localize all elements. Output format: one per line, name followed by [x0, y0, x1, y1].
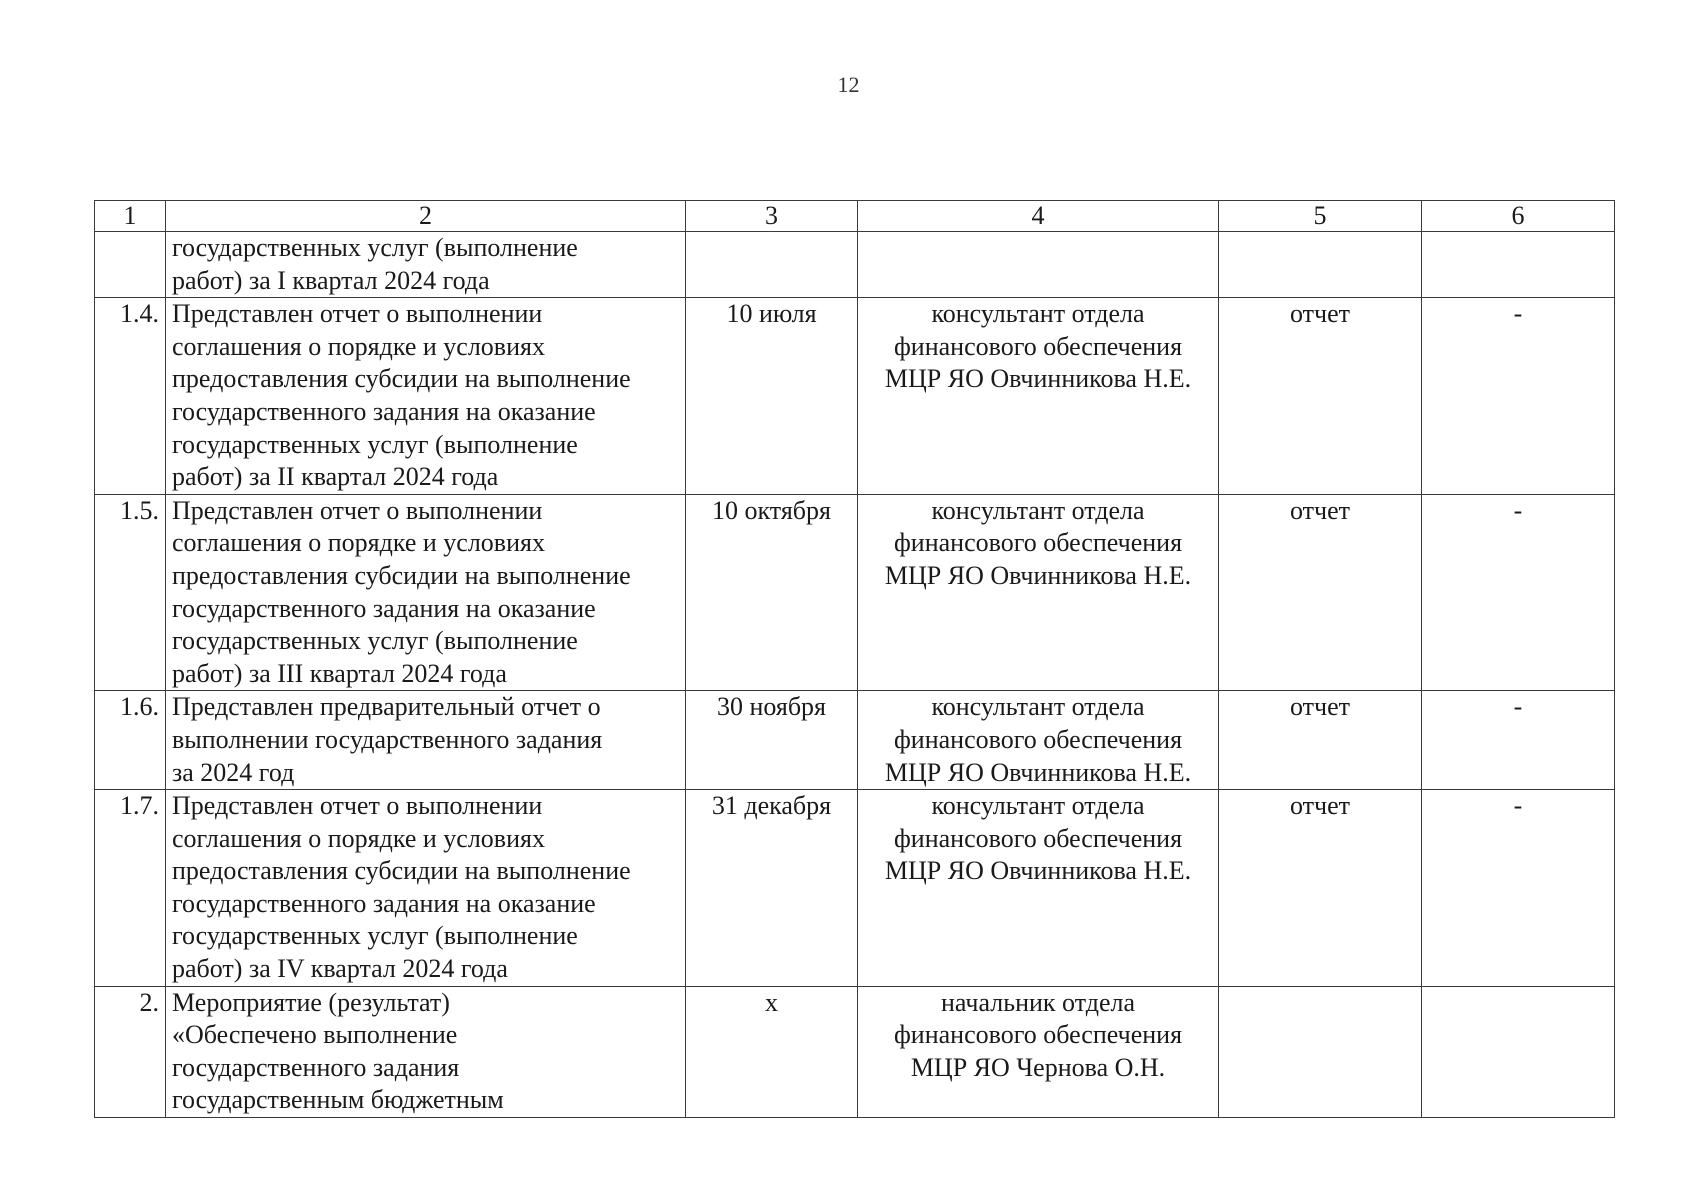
row-note [1422, 986, 1615, 1117]
table-header-row [95, 201, 1615, 232]
row-responsible: консультант отдела финансового обеспечения МЦР ЯО Овчинникова Н.Е. [858, 691, 1219, 790]
header-col-6: 6 [1422, 201, 1615, 232]
row-result: отчет [1219, 298, 1422, 495]
row-description: Представлен предварительный отчет о выполнении государственного задания за 2024 год [166, 691, 686, 790]
row-description: государственных услуг (выполнение работ) за I квартал 2024 года [166, 232, 686, 298]
row-number: 1.7. [95, 790, 166, 987]
row-responsible: начальник отдела финансового обеспечения МЦР ЯО Чернова О.Н. [858, 986, 1219, 1117]
row-number: 2. [95, 986, 166, 1117]
row-date: х [686, 986, 858, 1117]
row-date: 31 декабря [686, 790, 858, 987]
table-row [95, 986, 1615, 1117]
row-responsible: консультант отдела финансового обеспечения МЦР ЯО Овчинникова Н.Е. [858, 790, 1219, 987]
row-note: - [1422, 790, 1615, 987]
table-row [95, 691, 1615, 790]
plan-table [94, 200, 1615, 1118]
table-row [95, 232, 1615, 298]
row-date: 30 ноября [686, 691, 858, 790]
row-responsible [858, 232, 1219, 298]
table-row [95, 298, 1615, 495]
row-note: - [1422, 298, 1615, 495]
row-description: Представлен отчет о выполнении соглашения о порядке и условиях предоставления субсидии на выполнение государственного задания на оказание государственных услуг (выполнение работ) за III квартал 2024 года [166, 494, 686, 691]
row-result: отчет [1219, 494, 1422, 691]
table-row [95, 790, 1615, 987]
header-col-4: 4 [858, 201, 1219, 232]
row-description: Представлен отчет о выполнении соглашения о порядке и условиях предоставления субсидии на выполнение государственного задания на оказание государственных услуг (выполнение работ) за II квартал 2024 года [166, 298, 686, 495]
row-date [686, 232, 858, 298]
row-description: Мероприятие (результат) «Обеспечено выполнение государственного задания государственным бюджетным [166, 986, 686, 1117]
row-result: отчет [1219, 691, 1422, 790]
row-responsible: консультант отдела финансового обеспечения МЦР ЯО Овчинникова Н.Е. [858, 494, 1219, 691]
header-col-1: 1 [95, 201, 166, 232]
row-description: Представлен отчет о выполнении соглашения о порядке и условиях предоставления субсидии на выполнение государственного задания на оказание государственных услуг (выполнение работ) за IV квартал 2024 года [166, 790, 686, 987]
row-note: - [1422, 691, 1615, 790]
row-note: - [1422, 494, 1615, 691]
row-note [1422, 232, 1615, 298]
row-result [1219, 232, 1422, 298]
row-result [1219, 986, 1422, 1117]
page-number: 12 [837, 72, 860, 97]
row-number: 1.4. [95, 298, 166, 495]
row-responsible: консультант отдела финансового обеспечения МЦР ЯО Овчинникова Н.Е. [858, 298, 1219, 495]
row-date: 10 июля [686, 298, 858, 495]
header-col-3: 3 [686, 201, 858, 232]
header-col-2: 2 [166, 201, 686, 232]
header-col-5: 5 [1219, 201, 1422, 232]
row-result: отчет [1219, 790, 1422, 987]
row-date: 10 октября [686, 494, 858, 691]
row-number [95, 232, 166, 298]
table-row [95, 494, 1615, 691]
row-number: 1.6. [95, 691, 166, 790]
row-number: 1.5. [95, 494, 166, 691]
